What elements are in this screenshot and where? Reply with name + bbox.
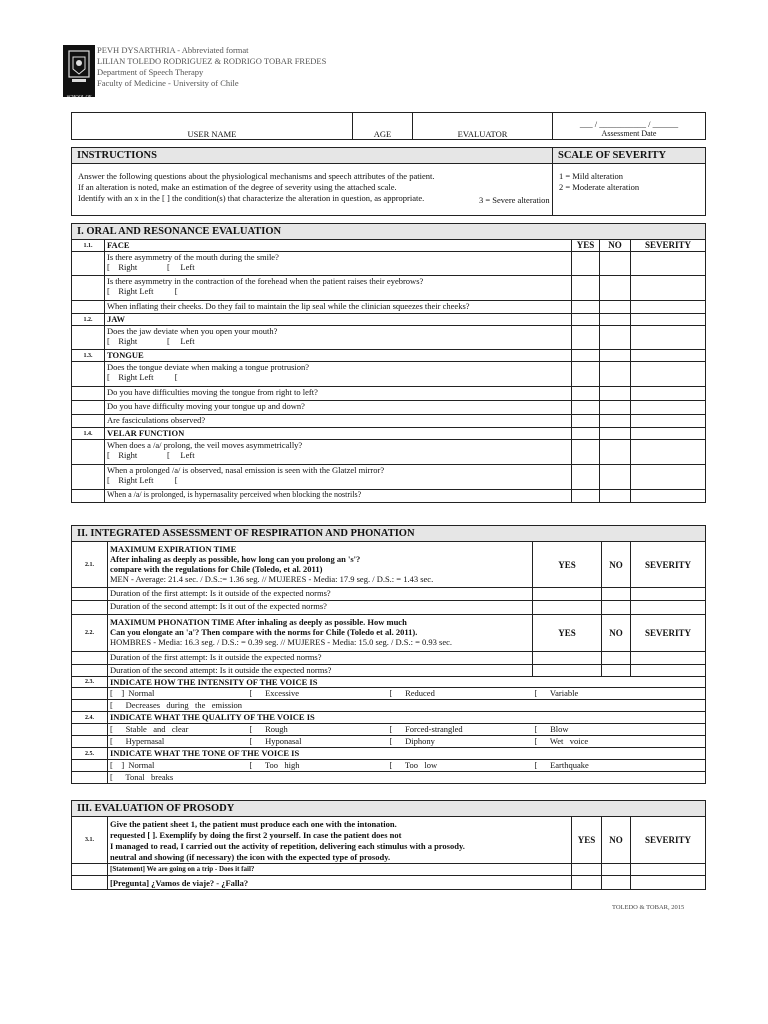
option-checkbox[interactable]: [ Diphony xyxy=(388,736,533,748)
question-text: Do you have difficulty moving your tongue up and down? xyxy=(105,401,572,415)
department: Department of Speech Therapy xyxy=(97,67,204,77)
no-header: NO xyxy=(600,240,631,252)
mep-line: After inhaling as deeply as possible, how long can you prolong an 's'? xyxy=(110,554,361,564)
option-checkbox[interactable]: [ Variable xyxy=(533,688,706,700)
stimulus-text: [Pregunta] ¿Vamos de viaje? - ¿Falla? xyxy=(108,876,572,890)
no-cell[interactable] xyxy=(600,326,631,350)
mep-block xyxy=(108,542,533,588)
severity-cell[interactable] xyxy=(631,276,706,301)
user-name-label: USER NAME xyxy=(187,129,237,139)
mpt-line: Can you elongate an 'a'? Then compare with the norms for Chile (Toledo et al. 2011). xyxy=(110,627,418,637)
no-cell[interactable] xyxy=(600,301,631,314)
no-cell[interactable] xyxy=(600,362,631,387)
yes-cell[interactable] xyxy=(572,276,600,301)
yes-cell[interactable] xyxy=(572,415,600,428)
university-logo xyxy=(63,45,95,97)
yes-cell[interactable] xyxy=(572,490,600,503)
prosody-line: neutral and showing (if necessary) the icon with the expected type of prosody. xyxy=(110,852,391,862)
question-text: Duration of the second attempt: Is it out of the expected norms? xyxy=(108,601,533,615)
yes-cell[interactable] xyxy=(572,301,600,314)
severity-cell[interactable] xyxy=(631,387,706,401)
side-options[interactable]: [ Right Left [ xyxy=(107,475,178,485)
subsection-tongue: TONGUE xyxy=(105,350,572,362)
question-text: Duration of the first attempt: Is it outside the expected norms? xyxy=(108,652,533,665)
document-header xyxy=(97,45,326,89)
section-1-title: I. ORAL AND RESONANCE EVALUATION xyxy=(72,224,706,240)
option-checkbox[interactable]: [ Decreases during the emission xyxy=(108,700,706,712)
no-cell[interactable] xyxy=(600,490,631,503)
yes-header: YES xyxy=(533,542,602,588)
option-checkbox[interactable]: [ Hyponasal xyxy=(248,736,388,748)
section-2-title: II. INTEGRATED ASSESSMENT OF RESPIRATION AND PHONATION xyxy=(72,526,706,542)
mpt-line: MAXIMUM PHONATION TIME After inhaling as deeply as possible. How much xyxy=(110,617,407,627)
severity-cell[interactable] xyxy=(631,665,706,677)
yes-cell[interactable] xyxy=(572,465,600,490)
question-text: When inflating their cheeks. Do they fail to maintain the lip seal while the clinician squeezes their cheeks? xyxy=(105,301,572,314)
question-text: When does a /a/ prolong, the veil moves asymmetrically? xyxy=(107,440,303,450)
scale-list xyxy=(553,164,706,216)
user-info-table xyxy=(71,112,706,140)
severity-cell[interactable] xyxy=(631,301,706,314)
question-row xyxy=(105,465,572,490)
assessment-date-label: Assessment Date xyxy=(601,129,657,138)
yes-cell[interactable] xyxy=(572,876,602,890)
severity-cell[interactable] xyxy=(631,326,706,350)
stimulus-text: [Statement] We are going on a trip - Does it fail? xyxy=(108,864,572,876)
severity-header: SEVERITY xyxy=(631,240,706,252)
yes-cell[interactable] xyxy=(572,387,600,401)
instructions-table xyxy=(71,147,706,216)
age-label: AGE xyxy=(373,129,392,139)
instruction-line: Identify with an x in the [ ] the condition(s) that characterize the alteration in question, as appropriate. xyxy=(78,193,425,203)
option-checkbox[interactable]: [ Too low xyxy=(388,760,533,772)
question-text: Do you have difficulties moving the tongue from right to left? xyxy=(105,387,572,401)
no-cell[interactable] xyxy=(600,415,631,428)
yes-header: YES xyxy=(572,240,600,252)
no-cell[interactable] xyxy=(600,252,631,276)
age-field[interactable] xyxy=(353,113,413,140)
no-cell[interactable] xyxy=(600,276,631,301)
prosody-line: requested [ ]. Exemplify by doing the first 2 yourself. In case the patient does not xyxy=(110,830,402,840)
oral-resonance-table xyxy=(71,223,706,503)
scale-item-3: 3 = Severe alteration xyxy=(479,195,550,205)
mep-norms: MEN - Average: 21.4 sec. / D.S.:= 1.36 seg. // MUJERES - Media: 17.9 seg. / D.S.: = 1.43 sec. xyxy=(110,574,434,584)
option-checkbox[interactable]: [ Blow xyxy=(533,724,706,736)
subsection-velar: VELAR FUNCTION xyxy=(105,428,572,440)
quality-title: INDICATE WHAT THE QUALITY OF THE VOICE IS xyxy=(108,712,706,724)
item-number: 2.5. xyxy=(72,748,108,760)
scale-item-1: 1 = Mild alteration xyxy=(559,171,624,181)
evaluator-field[interactable] xyxy=(413,113,553,140)
subsection-face: FACE xyxy=(105,240,572,252)
option-checkbox[interactable]: [ Earthquake xyxy=(533,760,706,772)
yes-cell[interactable] xyxy=(572,252,600,276)
side-options[interactable]: [ Right Left [ xyxy=(107,286,178,296)
severity-cell[interactable] xyxy=(631,401,706,415)
question-text: Duration of the first attempt: Is it outside of the expected norms? xyxy=(108,588,533,601)
severity-header: SEVERITY xyxy=(631,542,706,588)
item-number: 2.4. xyxy=(72,712,108,724)
yes-cell[interactable] xyxy=(533,601,602,615)
user-name-field[interactable] xyxy=(72,113,353,140)
intensity-title: INDICATE HOW THE INTENSITY OF THE VOICE IS xyxy=(108,677,706,688)
question-text: When a prolonged /a/ is observed, nasal emission is seen with the Glatzel mirror? xyxy=(107,465,385,475)
yes-cell[interactable] xyxy=(572,401,600,415)
item-number: 1.2. xyxy=(72,314,105,326)
severity-cell[interactable] xyxy=(631,601,706,615)
respiration-phonation-table xyxy=(71,525,706,784)
option-checkbox[interactable]: [ Forced-strangled xyxy=(388,724,533,736)
severity-cell[interactable] xyxy=(631,652,706,665)
yes-cell[interactable] xyxy=(533,665,602,677)
severity-cell[interactable] xyxy=(631,440,706,465)
no-cell[interactable] xyxy=(600,440,631,465)
no-cell[interactable] xyxy=(602,665,631,677)
no-cell[interactable] xyxy=(602,864,631,876)
question-row xyxy=(105,252,572,276)
side-options[interactable]: [ Right [ Left xyxy=(107,450,195,460)
side-options[interactable]: [ Right [ Left xyxy=(107,262,195,272)
date-blanks: ___ / ___________ / ______ xyxy=(579,119,679,129)
severity-cell[interactable] xyxy=(631,415,706,428)
footer-credit: TOLEDO & TOBAR, 2015 xyxy=(612,904,685,911)
no-cell[interactable] xyxy=(600,401,631,415)
scale-title: SCALE OF SEVERITY xyxy=(553,148,706,164)
no-cell[interactable] xyxy=(602,601,631,615)
side-options[interactable]: [ Right [ Left xyxy=(107,336,195,346)
yes-header: YES xyxy=(533,615,602,652)
severity-cell[interactable] xyxy=(631,465,706,490)
prosody-line: Give the patient sheet 1, the patient must produce each one with the intonation. xyxy=(110,819,397,829)
question-row xyxy=(105,362,572,387)
severity-cell[interactable] xyxy=(631,490,706,503)
option-checkbox[interactable]: [ Stable and clear xyxy=(108,724,248,736)
no-cell[interactable] xyxy=(600,387,631,401)
option-checkbox[interactable]: [ ] Normal xyxy=(108,760,248,772)
mpt-norms: HOMBRES - Media: 16.3 seg. / D.S.: = 0.39 seg. // MUJERES - Media: 15.0 seg. / D.S.: = 0.93 sec. xyxy=(110,637,453,647)
shield-icon xyxy=(63,45,95,89)
prosody-instructions xyxy=(108,817,572,864)
question-row xyxy=(105,276,572,301)
item-number: 2.3. xyxy=(72,677,108,688)
option-checkbox[interactable]: [ Tonal breaks xyxy=(108,772,706,784)
option-checkbox[interactable]: [ Excessive xyxy=(248,688,388,700)
no-cell[interactable] xyxy=(602,588,631,601)
instructions-text xyxy=(72,164,553,216)
question-text: Is there asymmetry in the contraction of the forehead when the patient raises their eyebrows? xyxy=(107,276,424,286)
logo-caption: SCHOOL OF xyxy=(66,94,92,99)
question-text: Are fasciculations observed? xyxy=(105,415,572,428)
instruction-line: Answer the following questions about the physiological mechanisms and speech attributes of the patient. xyxy=(78,171,435,181)
question-text: Does the tongue deviate when making a tongue protrusion? xyxy=(107,362,310,372)
no-header: NO xyxy=(602,817,631,864)
yes-cell[interactable] xyxy=(533,588,602,601)
option-checkbox[interactable]: [ Reduced xyxy=(388,688,533,700)
faculty: Faculty of Medicine - University of Chile xyxy=(97,78,239,88)
no-header: NO xyxy=(602,542,631,588)
mep-title: MAXIMUM EXPIRATION TIME xyxy=(110,544,237,554)
no-cell[interactable] xyxy=(602,876,631,890)
prosody-table xyxy=(71,800,706,890)
item-number: 1.3. xyxy=(72,350,105,362)
yes-cell[interactable] xyxy=(533,652,602,665)
question-row xyxy=(105,440,572,465)
scale-item-2: 2 = Moderate alteration xyxy=(559,182,640,192)
subsection-jaw: JAW xyxy=(105,314,572,326)
question-text: Is there asymmetry of the mouth during the smile? xyxy=(107,252,279,262)
item-number: 2.1. xyxy=(72,542,108,588)
question-text: Duration of the second attempt: Is it outside the expected norms? xyxy=(108,665,533,677)
yes-header: YES xyxy=(572,817,602,864)
mep-line: compare with the regulations for Chile (Toledo, et al. 2011) xyxy=(110,564,323,574)
severity-cell[interactable] xyxy=(631,876,706,890)
severity-header: SEVERITY xyxy=(631,817,706,864)
assessment-date-field[interactable] xyxy=(553,113,706,140)
prosody-line: I managed to read, I carried out the activity of repetition, delivering each stimulus with a prosody. xyxy=(110,841,465,851)
side-options[interactable]: [ Right Left [ xyxy=(107,372,178,382)
yes-cell[interactable] xyxy=(572,864,602,876)
mpt-block xyxy=(108,615,533,652)
tone-title: INDICATE WHAT THE TONE OF THE VOICE IS xyxy=(108,748,706,760)
severity-cell[interactable] xyxy=(631,588,706,601)
instruction-line: If an alteration is noted, make an estimation of the degree of severity using the attached scale. xyxy=(78,182,397,192)
severity-cell[interactable] xyxy=(631,362,706,387)
question-text: Does the jaw deviate when you open your mouth? xyxy=(107,326,278,336)
option-checkbox[interactable]: [ Too high xyxy=(248,760,388,772)
no-cell[interactable] xyxy=(600,465,631,490)
item-number: 3.1. xyxy=(72,817,108,864)
no-cell[interactable] xyxy=(602,652,631,665)
option-checkbox[interactable]: [ Rough xyxy=(248,724,388,736)
severity-cell[interactable] xyxy=(631,252,706,276)
authors: LILIAN TOLEDO RODRIGUEZ & RODRIGO TOBAR FREDES xyxy=(97,56,327,66)
form-title: PEVH DYSARTHRIA - Abbreviated format xyxy=(97,45,249,55)
instructions-title: INSTRUCTIONS xyxy=(72,148,553,164)
severity-header: SEVERITY xyxy=(631,615,706,652)
yes-cell[interactable] xyxy=(572,362,600,387)
option-checkbox[interactable]: [ Hypernasal xyxy=(108,736,248,748)
no-header: NO xyxy=(602,615,631,652)
section-3-title: III. EVALUATION OF PROSODY xyxy=(72,801,706,817)
question-text: When a /a/ is prolonged, is hypernasality perceived when blocking the nostrils? xyxy=(105,490,572,503)
yes-cell[interactable] xyxy=(572,326,600,350)
yes-cell[interactable] xyxy=(572,440,600,465)
question-row xyxy=(105,326,572,350)
option-checkbox[interactable]: [ ] Normal xyxy=(108,688,248,700)
item-number: 1.4. xyxy=(72,428,105,440)
item-number: 1.1. xyxy=(72,240,105,252)
option-checkbox[interactable]: [ Wet voice xyxy=(533,736,706,748)
item-number: 2.2. xyxy=(72,615,108,652)
severity-cell[interactable] xyxy=(631,864,706,876)
evaluator-label: EVALUATOR xyxy=(457,129,508,139)
